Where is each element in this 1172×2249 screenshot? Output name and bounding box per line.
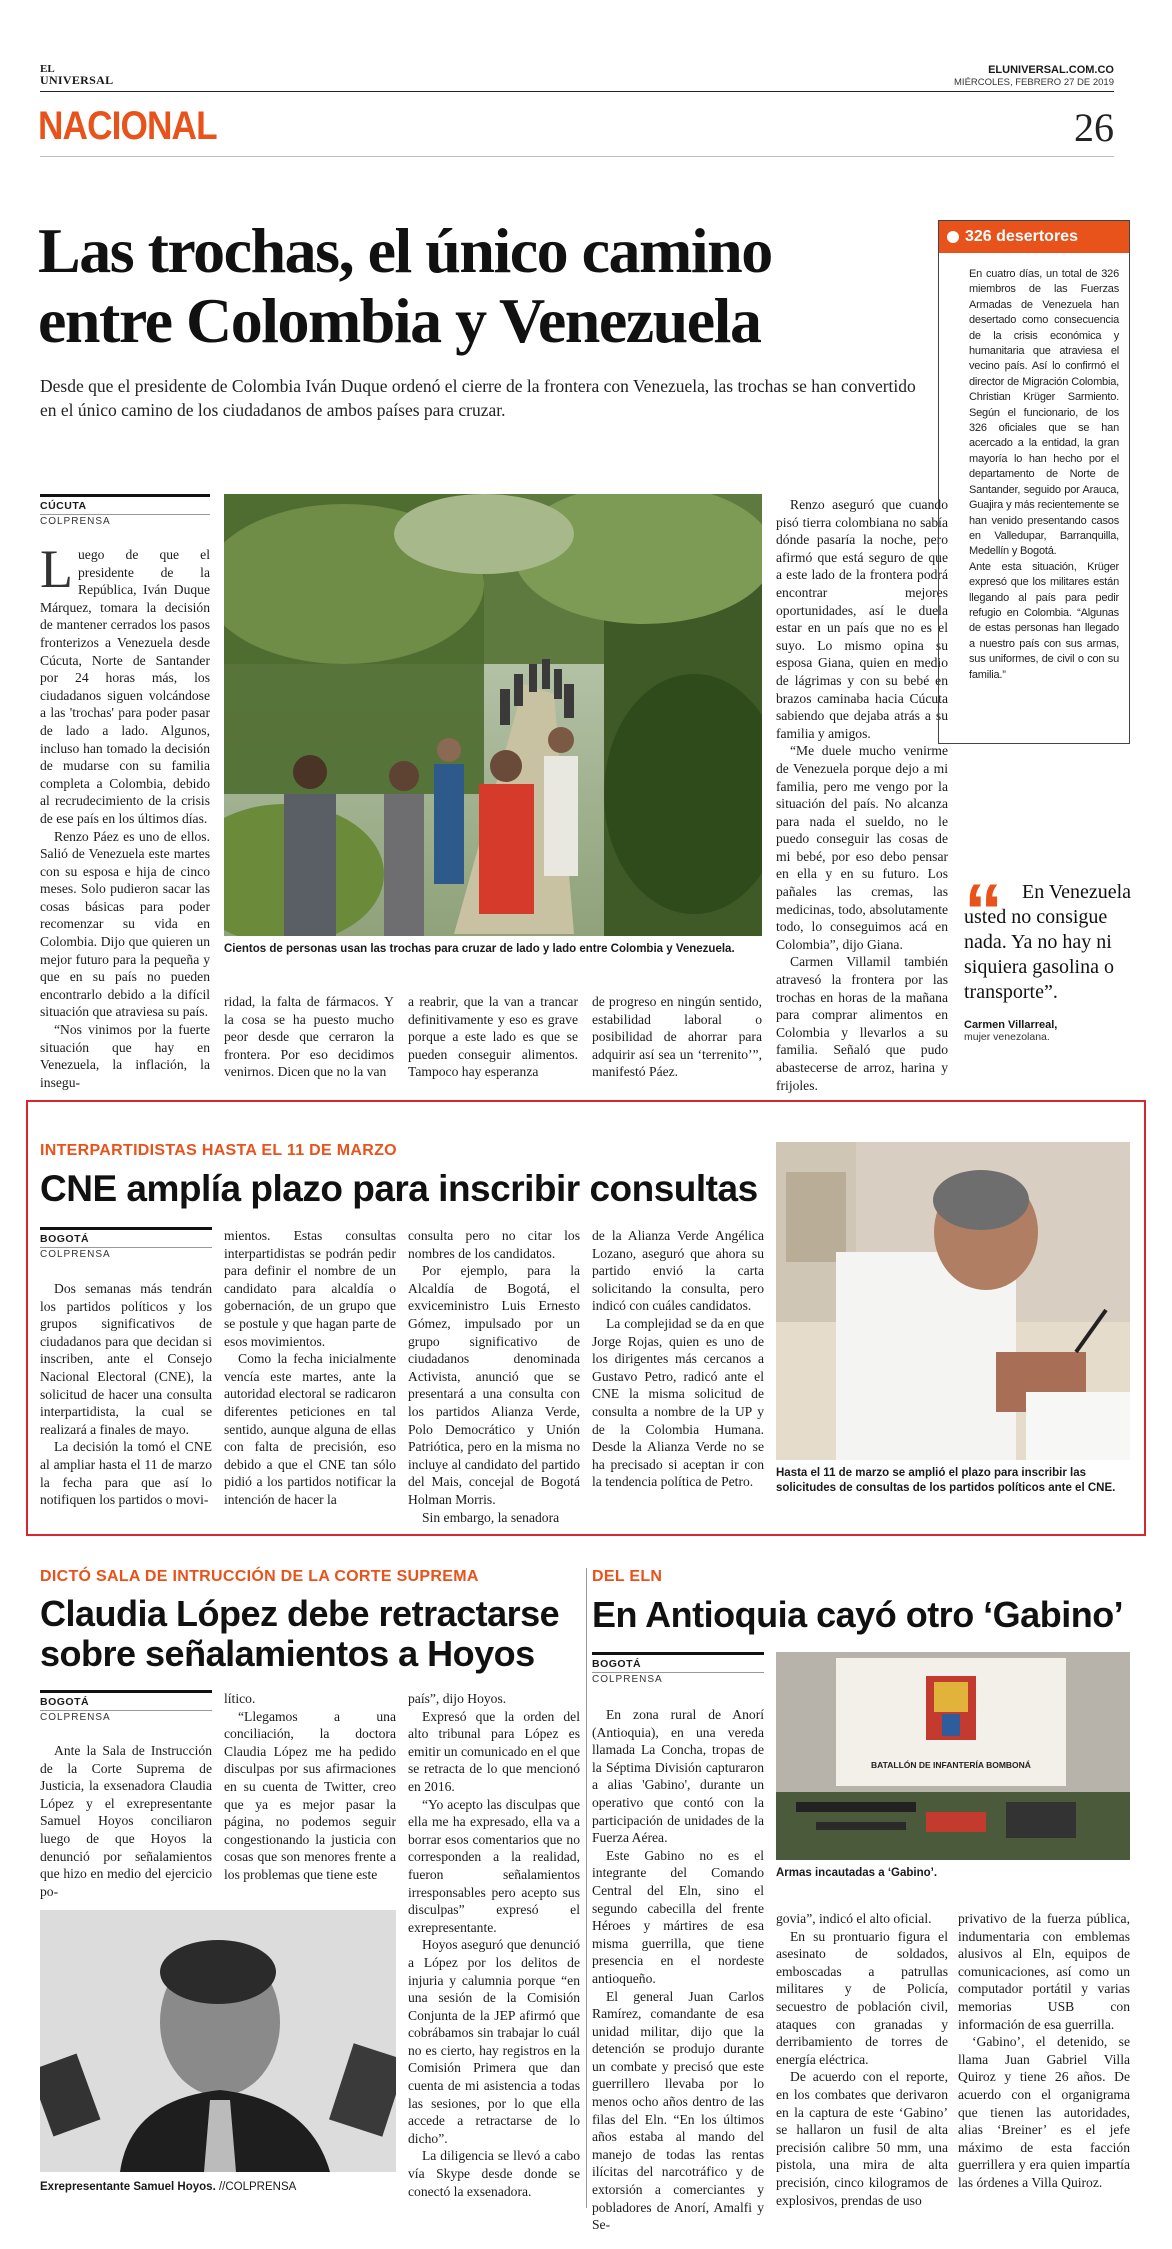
lopez-kicker: DICTÓ SALA DE INTRUCCIÓN DE LA CORTE SUPREMA	[40, 1568, 479, 1585]
cne-kicker: INTERPARTIDISTAS HASTA EL 11 DE MARZO	[40, 1142, 397, 1159]
section-title: NACIONAL	[38, 104, 217, 148]
quote-text-first: En Venezuela	[1022, 881, 1132, 903]
main-photo	[224, 494, 762, 936]
main-col5-p2: “Me duele mucho venirme de Venezuela porque dejo a mi familia, pero me vengo por la situación del país. No alcanza para nada el sueldo, no le puedo conseguir las cosas de mi bebé, por eso debo pensar en ella y en su futuro. Los pañales las cremas, las medicinas, todo, absolutamente todo, lo conseguimos acá en Colombia”, dijo Giana.	[776, 743, 948, 952]
cne-byline-agency: COLPRENSA	[40, 1247, 212, 1260]
sidebar-body	[939, 253, 1129, 683]
sidebar-header	[939, 221, 1129, 253]
gabino-col3-p1: privativo de la fuerza pública, indumentaria con emblemas alusivos al Eln, equipos de comunicaciones, así como un computador portátil y varias memorias USB con información de esa guerrilla.	[958, 1911, 1130, 2032]
gabino-col2-p1: govia”, indicó el alto oficial.	[776, 1911, 932, 1926]
main-col1-p1: uego de que el presidente de la República, Iván Duque Márquez, tomara la decisión de mantener cerrados los pasos fronterizos a Venezuela desde Cúcuta, Norte de Santander por 24 horas más, los ciudadanos siguen volcándose a las 'trochas' para poder pasar de lado a lado. Algunos, incluso han tomado la decisión de mudarse con su familia completa a Colombia, debido al recrudecimiento de la crisis de ese país en los últimos días.	[40, 547, 210, 826]
byline-city: CÚCUTA	[40, 500, 87, 512]
lopez-headline-line2: sobre señalamientos a Hoyos	[40, 1633, 535, 1674]
cne-col1-p2: La decisión la tomó el CNE al ampliar hasta el 11 de marzo la fecha para que así lo notifiquen los partidos o movi-	[40, 1439, 212, 1508]
gabino-col1-p1: En zona rural de Anorí (Antioquia), en una vereda llamada La Concha, tropas de la Séptima División capturaron a alias 'Gabino', durante un operativo que contó con la participación de unidades de la Fuerza Aérea.	[592, 1707, 764, 1846]
quote-text-rest: usted no consigue nada. Ya no hay ni siquiera gasolina o transporte”.	[964, 906, 1114, 1003]
gabino-col3-p2: ‘Gabino’, el detenido, se llama Juan Gabriel Villa Quiroz y tiene 26 años. De acuerdo con el organigrama que tienen las autoridades, alias ‘Breiner’ es el jefe máximo de esta facción guerrillera y era quien impartía las órdenes a Villa Quiroz.	[958, 2034, 1130, 2190]
signing-photo-illustration	[776, 1142, 1130, 1460]
cne-col3-p2: Por ejemplo, para la Alcaldía de Bogotá, el exviceministro Luis Ernesto Gómez, impulsado por un grupo significativo de ciudadanos denominada Activista, anunció que se presentará a una consulta con los partidos Alianza Verde, Polo Democrático y Unión Patriótica, pero en la misma no incluye al candidato del partido del Mais, concejal de Bogotá Holman Morris.	[408, 1263, 580, 1507]
main-column-2: ridad, la falta de fármacos. Y la cosa se ha puesto mucho peor desde que cerraron la frontera. Por eso decidimos venirnos. Dicen que no la van	[224, 994, 394, 1080]
lopez-byline	[40, 1690, 212, 1723]
lopez-headline-line1: Claudia López debe retractarse	[40, 1593, 560, 1634]
gabino-byline-city: BOGOTÁ	[592, 1658, 642, 1670]
lopez-col1-p1: Ante la Sala de Instrucción de la Corte Suprema de Justicia, la exsenadora Claudia López y el exrepresentante Samuel Hoyos conciliaron luego de que Hoyos la denunció por señalamientos que hizo en medio del ejercicio po-	[40, 1743, 212, 1899]
weapons-photo-illustration	[776, 1652, 1130, 1860]
gabino-col2-p3: De acuerdo con el reporte, en los combates que derivaron en la captura de este ‘Gabino’ se hallaron un fusil de alta precisión calibre 50 mm, una pistola, una mira de alta precisión, cinco kilogramos de explosivos, prendas de uso	[776, 2069, 948, 2208]
pull-quote	[964, 867, 1140, 1043]
gabino-headline: En Antioquia cayó otro ‘Gabino’	[592, 1594, 1124, 1635]
byline-agency: COLPRENSA	[40, 514, 210, 527]
page-number: 26	[1074, 105, 1114, 150]
section-rule	[40, 156, 1114, 157]
gabino-column-1	[592, 1706, 764, 2234]
gabino-col1-p2: Este Gabino no es el integrante del Comando Central del Eln, sino el segundo cabecilla del frente Héroes y mártires de esa misma guerrilla, que tiene presencia en el nordeste antioqueño.	[592, 1847, 764, 1986]
masthead-logo	[40, 64, 113, 86]
cne-byline-city: BOGOTÁ	[40, 1233, 90, 1245]
lopez-column-2	[224, 1690, 396, 1884]
main-byline	[40, 494, 210, 527]
cne-col2-p2: Como la fecha inicialmente vencía este martes, ante la autoridad electoral se radicaron diferentes peticiones en tal sentido, aunque alguna de ellas con falta de precisión, eso debido a que el CNE tan sólo pidió a los partidos notificar la intención de hacer la	[224, 1351, 396, 1507]
sidebar-p1: En cuatro días, un total de 326 miembros de las Fuerzas Armadas de Venezuela han desertado como consecuencia de la crisis económica y humanitaria que atraviesa el vecino país. Así lo confirmó el director de Migración Colombia, Christian Krüger Sarmiento. Según el funcionario, de los 326 oficiales que se han acercado a la entidad, la gran mayoría lo han hecho por el departamento de Norte de Santander, seguido por Arauca, Guajira y más recientemente se han venido presentando casos en Valledupar, Barranquilla, Medellín y Bogotá.	[969, 268, 1119, 558]
lopez-col3-p1: país”, dijo Hoyos.	[408, 1691, 507, 1706]
main-col1-p2: Renzo Páez es uno de ellos. Salió de Venezuela este martes con su esposa e hija de cinco meses. Solo pudieron sacar las cosas básicas para poder recomenzar su vida en Colombia. Dijo que quieren un mejor futuro para la pequeña y que en su país no pueden encontrarlo debido a la difícil situación que atraviesa su país.	[40, 828, 210, 1020]
gabino-byline-agency: COLPRENSA	[592, 1672, 764, 1685]
lopez-col3-p4: Hoyos aseguró que denunció a López por los delitos de injuria y calumnia porque “en una sesión de la Comisión Conjunta de la JEP afirmó que cobrábamos sin trabajar lo cuál no es cierto, hay registros en la Comisión Primera que dan cuenta de mi asistencia a todas las sesiones, por lo que ella accede a retractarse de lo dicho”.	[408, 1937, 580, 2146]
gabino-byline	[592, 1652, 764, 1685]
main-headline-line1: Las trochas, el único camino	[38, 215, 772, 286]
sidebar-p2: Ante esta situación, Krüger expresó que los militares están llegando al país para pedir refugio en Colombia. “Algunas de estas personas han llegado a nuestro país con sus armas, sus uniformes, de civil o con su familia.”	[969, 560, 1119, 681]
cne-col3-p3: Sin embargo, la senadora	[422, 1509, 560, 1525]
gabino-column-3	[958, 1910, 1130, 2192]
dot-icon	[947, 231, 959, 243]
gabino-kicker: DEL ELN	[592, 1568, 663, 1585]
quote-mark-icon: “	[964, 867, 1003, 955]
cne-headline: CNE amplía plazo para inscribir consultas	[40, 1168, 758, 1209]
main-col5-p3: Carmen Villamil también atravesó la frontera por las trochas en horas de la mañana para comprar alimentos en Colombia y llevarlos a su familia. Señaló que pudo abastecerse de arroz, harina y frijoles.	[776, 954, 948, 1093]
gabino-col2-p2: En su prontuario figura el asesinato de soldados, emboscadas a patrullas militares y de Policía, secuestro de población civil, ataques con granadas y derribamiento de torres de energía eléctrica.	[776, 1928, 948, 2067]
dropcap: L	[40, 539, 73, 599]
lopez-col3-p2: Expresó que la orden del alto tribunal para López es emitir un comunicado en el que se retracta de lo que mencionó en 2016.	[408, 1708, 580, 1794]
gabino-column-2	[776, 1910, 948, 2209]
cne-col4-p1: de la Alianza Verde Angélica Lozano, aseguró que ahora su partido envió la carta solicitando la consulta, pero indicó con cuáles candidatos.	[592, 1228, 764, 1314]
lopez-headline	[40, 1594, 559, 1674]
gabino-photo-caption: Armas incautadas a ‘Gabino’.	[776, 1867, 938, 1879]
lopez-col2-p2: “Llegamos a una conciliación, la doctora Claudia López me ha pedido disculpas por sus afirmaciones en su cuenta de Twitter, creo que ya es mejor pasar la página, no podemos seguir congestionando la justicia con cosas que son menores frente a los problemas que tiene este	[224, 1708, 396, 1882]
cne-col4-p2: La complejidad se da en que Jorge Rojas, quien es uno de los dirigentes más cercanos a Gustavo Petro, radicó ante el CNE la misma solicitud de consulta a nombre de la UP y de la Colombia Humana. Desde la Alianza Verde no se ha precisado si aceptan ir con la tendencia política de Petro.	[592, 1315, 764, 1490]
cne-col2-p1: mientos. Estas consultas interpartidistas se podrán pedir para definir el nombre de un candidato para alcaldía o gobernación, de un grupo que se postule y que hagan parte de esos movimientos.	[224, 1228, 396, 1349]
cne-column-3	[408, 1227, 580, 1526]
gabino-banner-text: BATALLÓN DE INFANTERÍA BOMBONÁ	[871, 1760, 1031, 1770]
lopez-photo-caption	[40, 2180, 396, 2195]
masthead-rule	[40, 91, 1114, 92]
sidebar-box	[938, 220, 1130, 744]
sidebar-title: 326 desertores	[965, 228, 1078, 245]
cne-col1-p1: Dos semanas más tendrán los partidos políticos y los grupos significativos de ciudadanos para que decidan si inscriben, ante el Consejo Nacional Electoral (CNE), la solicitud de hacer una consulta interpartidista, la cual se realizará a finales de mayo.	[40, 1281, 212, 1437]
cne-photo-caption: Hasta el 11 de marzo se amplió el plazo para inscribir las solicitudes de consultas de los partidos políticos ante el CNE.	[776, 1467, 1116, 1494]
cne-col3-p1: consulta pero no citar los nombres de los candidatos.	[408, 1228, 580, 1261]
column-divider	[586, 1568, 587, 2208]
quote-role: mujer venezolana.	[964, 1031, 1050, 1043]
main-column-5	[776, 496, 948, 1094]
lopez-photo	[40, 1910, 396, 2172]
main-column-4: de progreso en ningún sentido, estabilidad laboral o posibilidad de ahorrar para adquirir así sea un ‘terrenito’”, manifestó Páez.	[592, 994, 762, 1080]
logo-line1: EL	[40, 63, 55, 75]
cne-byline	[40, 1227, 212, 1260]
lopez-byline-city: BOGOTÁ	[40, 1696, 90, 1708]
lopez-caption-text: Exrepresentante Samuel Hoyos.	[40, 2181, 216, 2193]
logo-line2: UNIVERSAL	[40, 73, 114, 87]
masthead-site: ELUNIVERSAL.COM.CO	[988, 64, 1114, 76]
quote-author: Carmen Villarreal,	[964, 1019, 1058, 1031]
lopez-column-3	[408, 1690, 580, 2200]
main-photo-caption: Cientos de personas usan las trochas para cruzar de lado y lado entre Colombia y Venezuela.	[224, 943, 735, 955]
lopez-byline-agency: COLPRENSA	[40, 1710, 212, 1723]
cne-column-4	[592, 1227, 764, 1491]
main-headline	[38, 216, 772, 356]
main-column-1	[40, 539, 210, 1091]
main-col5-p1: Renzo aseguró que cuando pisó tierra colombiana no sabía dónde pasaría la noche, pero afirmó que está seguro de que a este lado de la frontera podrá encontrar mejores oportunidades, así le duela estar en un país que no es el suyo. Lo mismo opina su esposa Giana, quien en medio de lágrimas y con su bebé en brazos caminaba hacia Cúcuta sabiendo que dejaba atrás a su familia y amigos.	[776, 497, 948, 741]
cne-photo	[776, 1142, 1130, 1460]
lopez-col2-p1: lítico.	[224, 1691, 256, 1706]
main-lede: Desde que el presidente de Colombia Iván Duque ordenó el cierre de la frontera con Venezuela, las trochas se han convertido en el único camino de los ciudadanos de ambos países para cruzar.	[40, 376, 916, 420]
trochas-photo-illustration	[224, 494, 762, 936]
main-headline-line2: entre Colombia y Venezuela	[38, 285, 761, 356]
lopez-col3-p5: La diligencia se llevó a cabo vía Skype desde donde se conectó la exsenadora.	[408, 2148, 580, 2199]
main-column-3: a reabrir, que la van a trancar definitivamente y eso es grave porque a este lado es que se pueden conseguir alimentos. Tampoco hay esperanza	[408, 994, 578, 1080]
hoyos-photo-illustration	[40, 1910, 396, 2172]
masthead-date: MIÉRCOLES, FEBRERO 27 DE 2019	[954, 77, 1114, 88]
lopez-col3-p3: “Yo acepto las disculpas que ella me ha expresado, ella va a borrar esos comentarios que no corresponden a la realidad, fueron señalamientos irresponsables pero acepto sus disculpas” expresó el exrepresentante.	[408, 1796, 580, 1935]
lopez-column-1	[40, 1742, 212, 1900]
main-col1-p3: “Nos vinimos por la fuerte situación que hay en Venezuela, la inflación, la insegu-	[40, 1022, 210, 1090]
gabino-col1-p3: El general Juan Carlos Ramírez, comandante de esa unidad militar, dijo que la detención se produjo durante un combate y precisó que este guerrillero llevaba por lo menos ocho años dentro de las filas del Eln. “En los últimos años estaba al mando del manejo de todas las rentas ilícitas del narcotráfico y de extorsión a comerciantes y pobladores de Anorí, Amalfi y Se-	[592, 1988, 764, 2233]
cne-column-2	[224, 1227, 396, 1509]
lopez-caption-credit: //COLPRENSA	[218, 2181, 297, 2193]
cne-column-1	[40, 1280, 212, 1509]
gabino-photo	[776, 1652, 1130, 1860]
